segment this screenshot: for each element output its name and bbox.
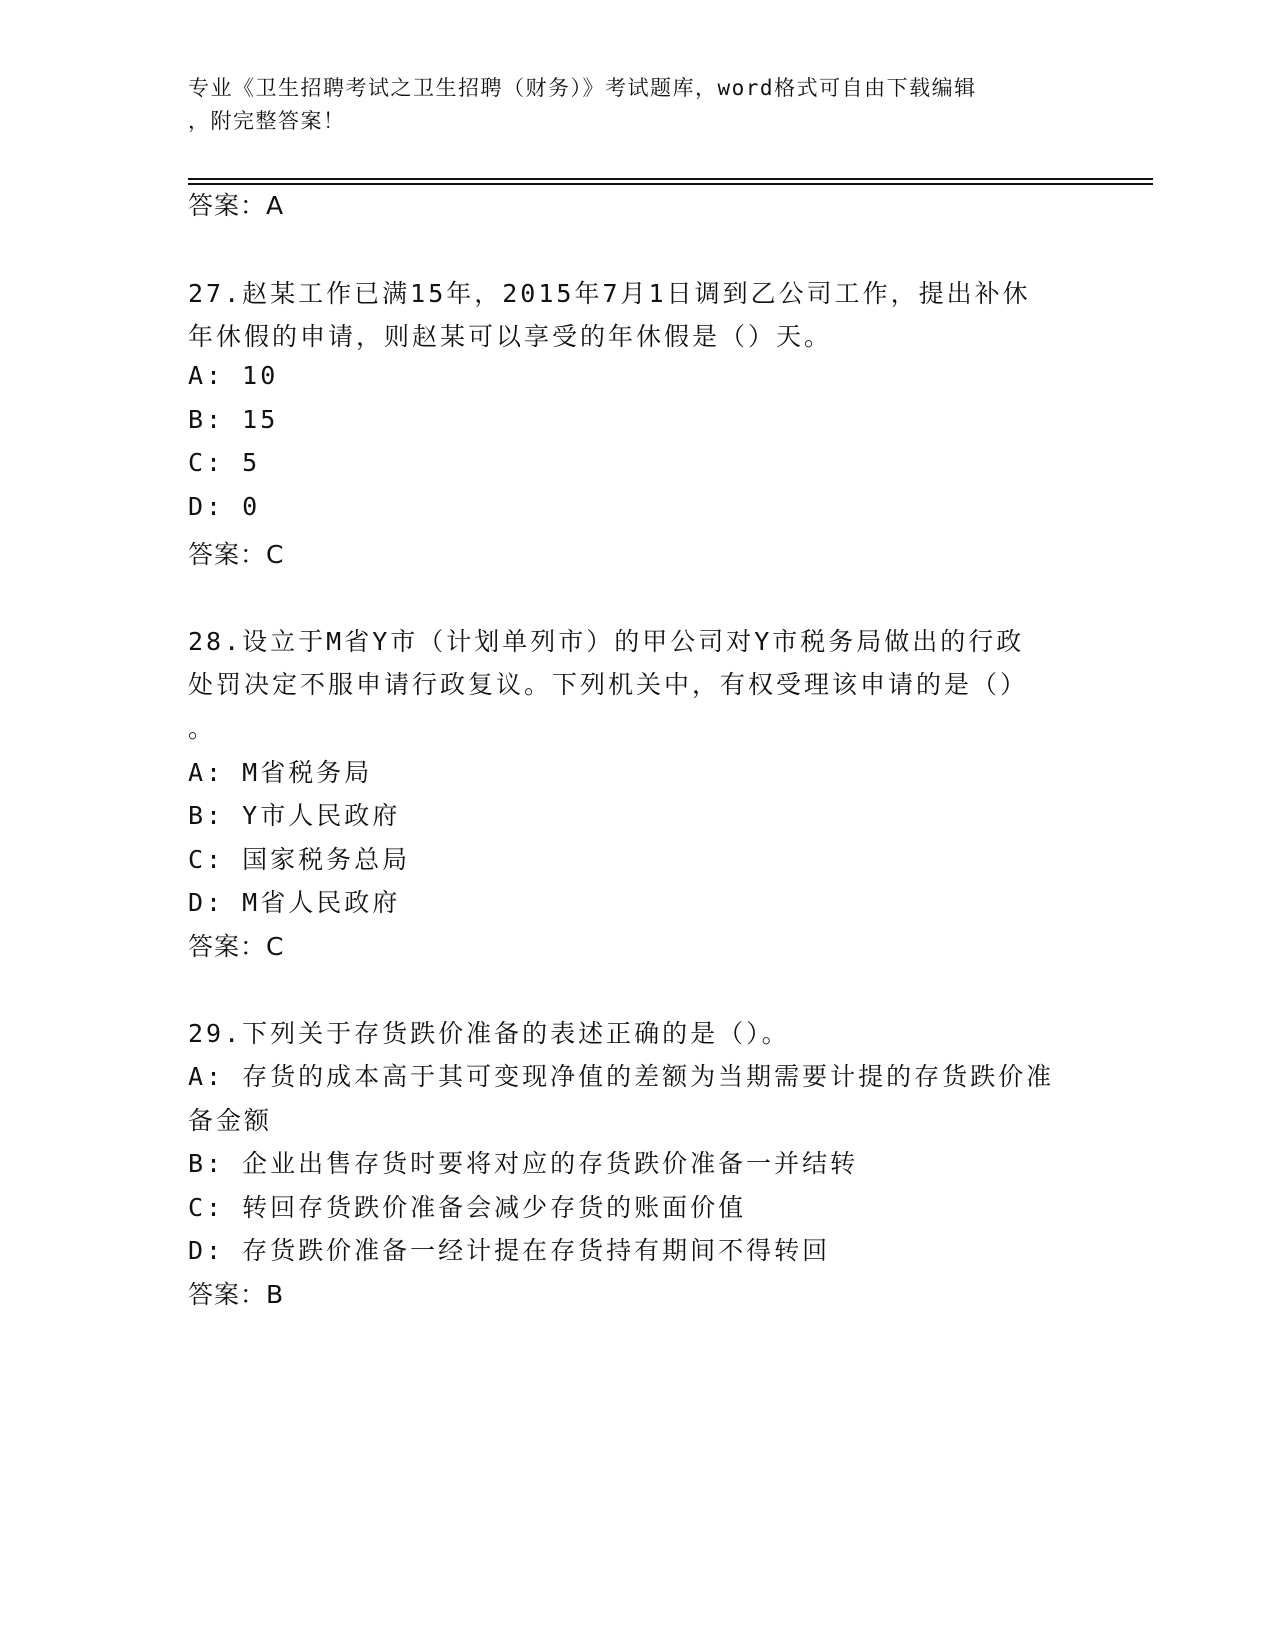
question-stem-line: 27.赵某工作已满15年，2015年7月1日调到乙公司工作，提出补休	[188, 279, 1031, 308]
question-stem-line: 29.下列关于存货跌价准备的表述正确的是（）。	[188, 1019, 790, 1048]
option-a: A: 存货的成本高于其可变现净值的差额为当期需要计提的存货跌价准	[188, 1062, 1055, 1091]
option-a: A: 10	[188, 361, 279, 390]
question-stem-line: 28.设立于M省Y市（计划单列市）的甲公司对Y市税务局做出的行政	[188, 627, 1025, 656]
header-divider-bottom	[188, 183, 1153, 185]
answer-label: 答案：C	[188, 540, 285, 569]
question-stem-line: 。	[188, 714, 217, 743]
document-header	[188, 72, 1068, 138]
question-stem-line: 年休假的申请，则赵某可以享受的年休假是（）天。	[188, 322, 833, 351]
option-b: B: 企业出售存货时要将对应的存货跌价准备一并结转	[188, 1149, 859, 1178]
option-b: B: Y市人民政府	[188, 801, 401, 830]
option-a: A: M省税务局	[188, 758, 373, 787]
option-c: C: 5	[188, 448, 261, 477]
question-stem-line: 处罚决定不服申请行政复议。下列机关中，有权受理该申请的是（）	[188, 670, 1029, 699]
header-line-1: 专业《卫生招聘考试之卫生招聘（财务）》考试题库，word格式可自由下载编辑	[188, 76, 977, 100]
option-d: D: M省人民政府	[188, 888, 401, 917]
option-a-continued: 备金额	[188, 1106, 273, 1135]
option-d: D: 存货跌价准备一经计提在存货持有期间不得转回	[188, 1236, 831, 1265]
header-line-2: ，附完整答案！	[188, 109, 346, 133]
answer-label: 答案：B	[188, 1280, 285, 1309]
answer-label: 答案：C	[188, 932, 285, 961]
option-c: C: 国家税务总局	[188, 845, 411, 874]
option-d: D: 0	[188, 492, 261, 521]
option-b: B: 15	[188, 405, 279, 434]
option-c: C: 转回存货跌价准备会减少存货的账面价值	[188, 1193, 747, 1222]
header-divider-top	[188, 178, 1153, 180]
previous-answer: 答案：A	[188, 191, 285, 220]
